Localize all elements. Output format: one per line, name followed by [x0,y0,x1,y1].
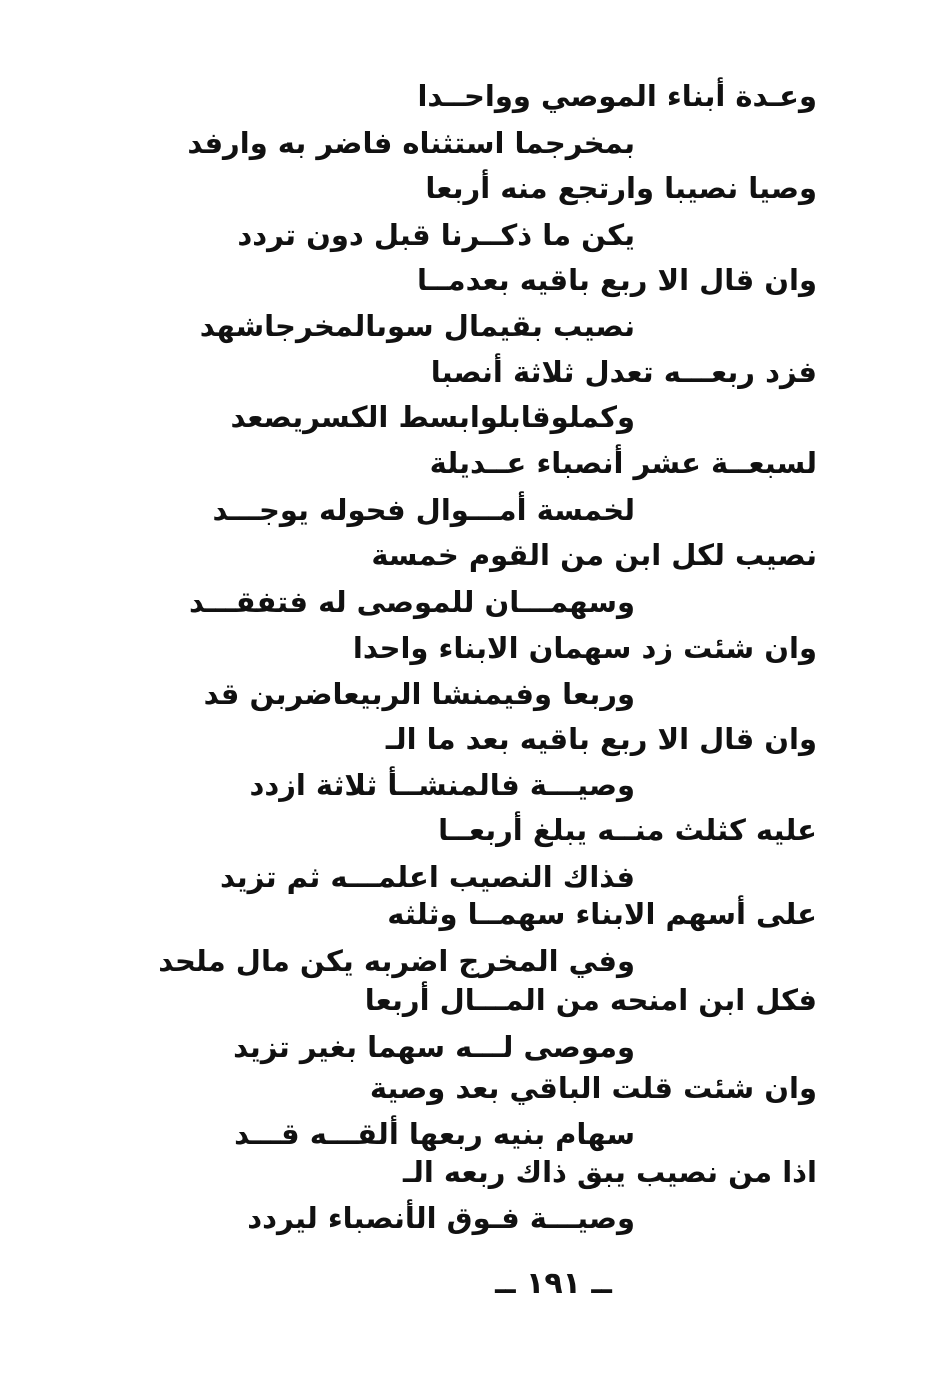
verse-line: فكل ابن امنحه من المـــال أربعا [364,983,817,1017]
verse-line: وصيـــة فالمنشــأ ثلاثة ازدد [249,768,635,802]
page-number: ــ ١٩١ ــ [495,1266,612,1301]
verse-line: عليه كثلث منــه يبلغ أربعــا [438,813,817,847]
verse-line: اذا من نصيب يبق ذاك ربعه الـ [403,1155,817,1189]
verse-line: وان قال الا ربع باقيه بعد ما الـ [385,722,817,756]
verse-line: وان شئت قلت الباقي بعد وصية [369,1071,817,1105]
verse-line: وكملوقابلوابسط الكسريصعد [230,400,635,434]
verse-line: وان قال الا ربع باقيه بعدمــا [416,263,817,297]
verse-line: على أسهم الابناء سهمــا وثلثه [387,897,817,931]
verse-line: سهام بنيه ربعها ألقـــه قـــد [234,1117,635,1151]
verse-line: فذاك النصيب اعلمـــه ثم تزيد [220,860,635,894]
verse-line: وان شئت زد سهمان الابناء واحدا [352,631,817,665]
verse-line: وعـدة أبناء الموصي وواحــدا [417,79,817,113]
verse-line: لسبعــة عشر أنصباء عــديلة [429,446,817,480]
verse-line: بمخرجما استثناه فاضر به وارفد [187,126,635,160]
verse-line: وسهمـــان للموصى له فتفقـــد [188,585,635,619]
verse-line: وفي المخرج اضربه يكن مال ملحد [158,944,635,978]
verse-line: وصيـــة فـوق الأنصباء ليردد [247,1201,635,1235]
verse-line: وربعا وفيمنشا الربيعاضربن قد [203,677,635,711]
verse-line: لخمسة أمـــوال فحوله يوجـــد [212,493,635,527]
verse-line: وموصى لـــه سهما بغير تزيد [233,1030,635,1064]
verse-line: نصيب لكل ابن من القوم خمسة [371,538,817,572]
verse-line: يكن ما ذكــرنا قبل دون تردد [237,218,635,252]
verse-line: فزد ربعـــه تعدل ثلاثة أنصبا [430,355,817,389]
verse-line: وصيا نصيبا وارتجع منه أربعا [425,171,817,205]
verse-line: نصيب بقيمال سوىالمخرجاشهد [199,309,635,343]
